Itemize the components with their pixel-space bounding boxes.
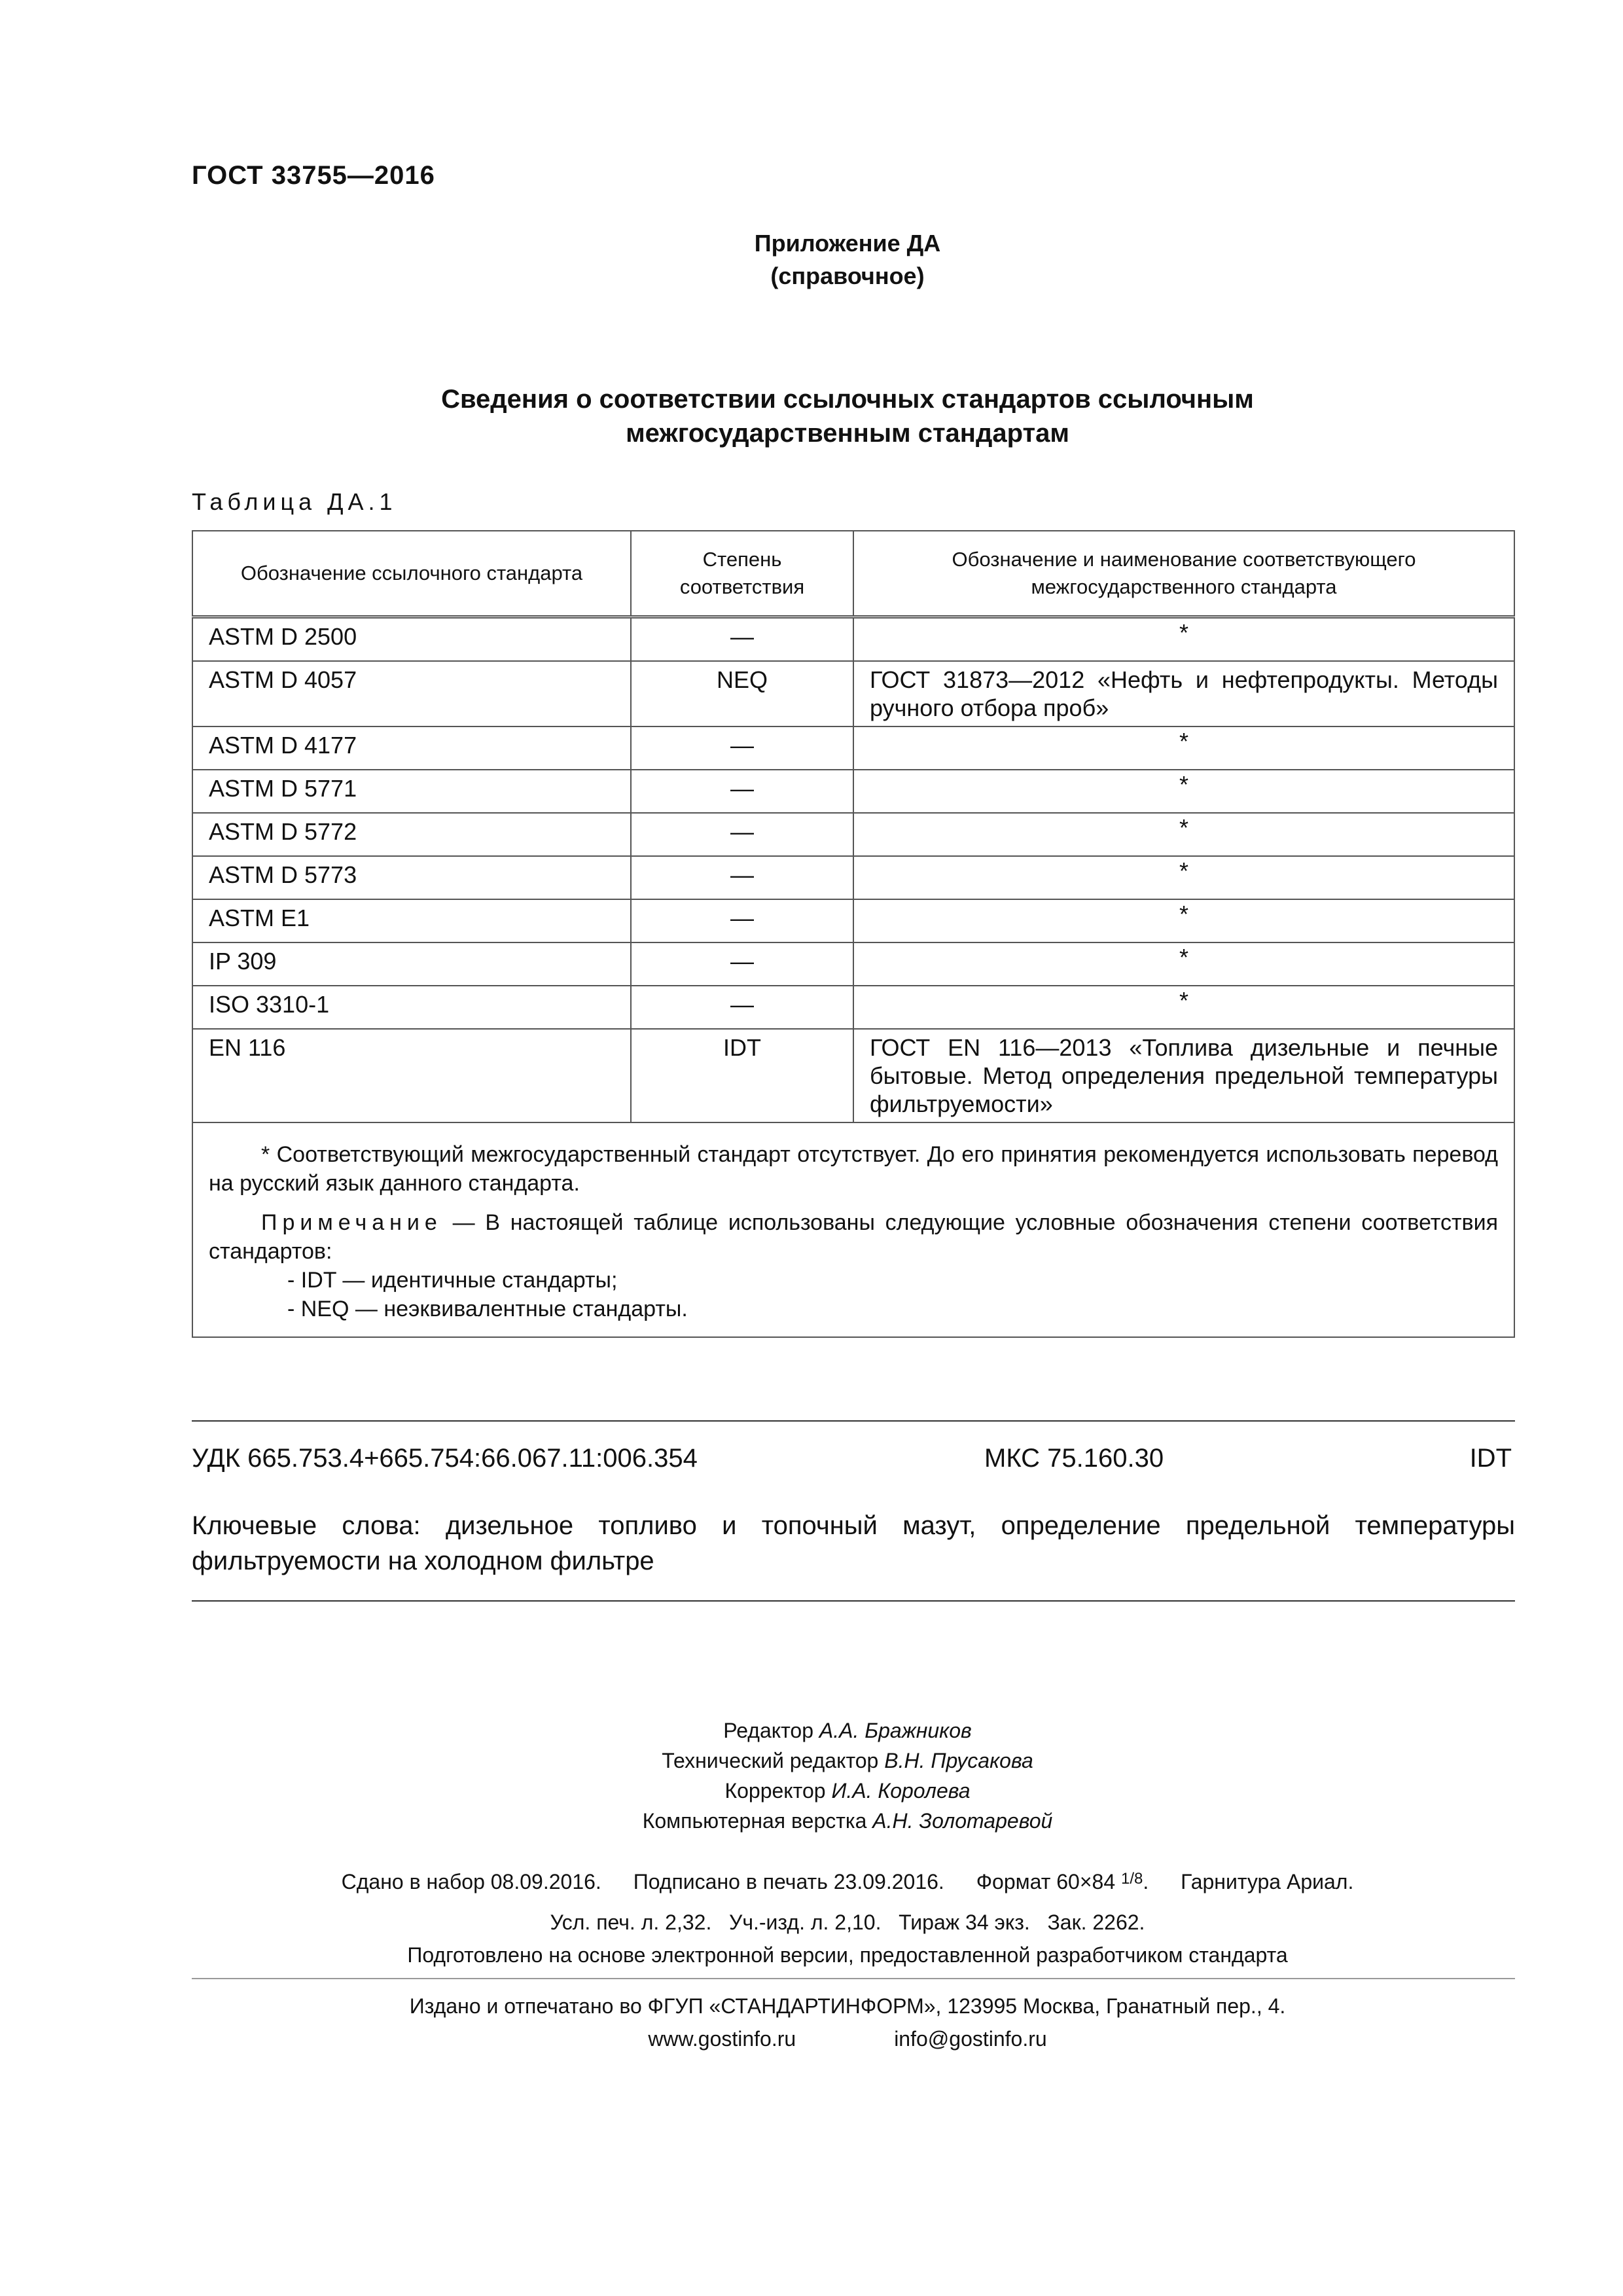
credit-role: Технический редактор — [662, 1749, 879, 1772]
credit-role: Компьютерная верстка — [642, 1809, 867, 1833]
cell-degree: NEQ — [631, 661, 853, 726]
cell-degree: — — [631, 986, 853, 1029]
section-title-line1: Сведения о соответствии ссылочных стандартов ссылочным — [441, 385, 1254, 414]
header-equivalent-line2: межгосударственного стандарта — [1031, 575, 1337, 598]
publisher-website[interactable]: www.gostinfo.ru — [648, 2027, 796, 2051]
table-row — [192, 899, 1514, 942]
note-paragraph — [209, 1208, 1498, 1266]
note-item: - NEQ — неэквивалентные стандарты. — [287, 1297, 688, 1321]
annex-kind: (справочное) — [770, 262, 925, 289]
cell-degree: — — [631, 942, 853, 986]
header-ref-standard: Обозначение ссылочного стандарта — [192, 531, 631, 617]
imprint-publisher: Издано и отпечатано во ФГУП «СТАНДАРТИНФОРМ», 123995 Москва, Гранатный пер., 4. — [409, 1994, 1286, 2018]
credit-editor — [0, 1715, 1623, 1746]
cell-ref: ASTM D 5772 — [192, 813, 631, 856]
cell-ref: ASTM E1 — [192, 899, 631, 942]
cell-ref: ASTM D 2500 — [192, 617, 631, 662]
credit-tech-editor — [0, 1746, 1623, 1776]
standards-table — [192, 530, 1515, 1338]
table-row — [192, 856, 1514, 899]
table-footer-row — [192, 1122, 1514, 1337]
cell-equivalent: * — [853, 899, 1514, 942]
cell-degree: — — [631, 617, 853, 662]
credit-name: В.Н. Прусакова — [884, 1749, 1033, 1772]
imprint-order: Зак. 2262. — [1047, 1910, 1145, 1934]
footnote-asterisk: * Соответствующий межгосударственный стандарт отсутствует. До его принятия рекомендуется использовать перевод на русский язык данного стандарта. — [209, 1142, 1498, 1196]
credit-role: Редактор — [723, 1719, 814, 1742]
imprint-circulation: Тираж 34 экз. — [899, 1910, 1030, 1934]
table-footnotes — [192, 1122, 1514, 1337]
harmonization-degree: IDT — [1469, 1444, 1512, 1473]
cell-ref: ISO 3310-1 — [192, 986, 631, 1029]
cell-degree: IDT — [631, 1029, 853, 1122]
cell-degree: — — [631, 899, 853, 942]
cell-equivalent: * — [853, 986, 1514, 1029]
cell-degree: — — [631, 856, 853, 899]
cell-ref: ASTM D 4177 — [192, 726, 631, 770]
cell-ref: EN 116 — [192, 1029, 631, 1122]
table-row — [192, 617, 1514, 662]
note-item: - IDT — идентичные стандарты; — [287, 1268, 618, 1293]
imprint-signed: Подписано в печать 23.09.2016. — [633, 1870, 944, 1893]
mks-code: МКС 75.160.30 — [984, 1444, 1164, 1473]
document-code: ГОСТ 33755—2016 — [192, 161, 435, 190]
table-caption: Таблица ДА.1 — [192, 488, 397, 515]
imprint-print-sheets: Усл. печ. л. 2,32. — [550, 1910, 712, 1934]
udk-code: УДК 665.753.4+665.754:66.067.11:006.354 — [192, 1444, 698, 1473]
imprint-format: Формат 60×84 — [976, 1870, 1116, 1893]
cell-ref: IP 309 — [192, 942, 631, 986]
cell-equivalent: * — [853, 813, 1514, 856]
table-row — [192, 661, 1514, 726]
cell-equivalent: * — [853, 617, 1514, 662]
cell-equivalent: ГОСТ EN 116—2013 «Топлива дизельные и печные бытовые. Метод определения предельной температуры фильтруемости» — [853, 1029, 1514, 1122]
divider-middle — [192, 1600, 1515, 1602]
cell-degree: — — [631, 813, 853, 856]
imprint-format-fraction: 1/8 — [1121, 1870, 1143, 1888]
header-degree — [631, 531, 853, 617]
credit-layout — [0, 1806, 1623, 1836]
cell-ref: ASTM D 5773 — [192, 856, 631, 899]
imprint-prepared: Подготовлено на основе электронной версии, предоставленной разработчиком стандарта — [407, 1943, 1288, 1967]
header-equivalent-line1: Обозначение и наименование соответствующего — [952, 548, 1416, 571]
imprint-line2 — [0, 1907, 1623, 1937]
cell-equivalent: ГОСТ 31873—2012 «Нефть и нефтепродукты. Методы ручного отбора проб» — [853, 661, 1514, 726]
imprint-typeface: Гарнитура Ариал. — [1181, 1870, 1354, 1893]
cell-equivalent: * — [853, 726, 1514, 770]
table-row — [192, 942, 1514, 986]
credit-name: А.А. Бражников — [819, 1719, 972, 1742]
credit-proofreader — [0, 1776, 1623, 1806]
note-text: — В настоящей таблице использованы следующие условные обозначения степени соответствия стандартов: — [209, 1210, 1498, 1264]
divider-top — [192, 1420, 1515, 1422]
publisher-email[interactable]: info@gostinfo.ru — [894, 2027, 1047, 2051]
cell-degree: — — [631, 726, 853, 770]
imprint-line1: Сдано в набор 08.09.2016. Подписано в печать 23.09.2016. Формат 60×84 1/8. Гарнитура Ариал. — [0, 1864, 1623, 1897]
table-row — [192, 986, 1514, 1029]
annex-title: Приложение ДА — [754, 230, 941, 257]
cell-ref: ASTM D 5771 — [192, 770, 631, 813]
table-row — [192, 813, 1514, 856]
note-label: Примечание — [261, 1210, 442, 1235]
imprint-pub-sheets: Уч.-изд. л. 2,10. — [729, 1910, 882, 1934]
imprint-typeset: Сдано в набор 08.09.2016. — [341, 1870, 601, 1893]
header-equivalent — [853, 531, 1514, 617]
table-header-row — [192, 531, 1514, 617]
keywords: Ключевые слова: дизельное топливо и топочный мазут, определение предельной температуры фильтруемости на холодном фильтре — [192, 1511, 1515, 1575]
table-row — [192, 726, 1514, 770]
table-row — [192, 1029, 1514, 1122]
cell-ref: ASTM D 4057 — [192, 661, 631, 726]
credit-name: А.Н. Золотаревой — [872, 1809, 1053, 1833]
table-row — [192, 770, 1514, 813]
cell-equivalent: * — [853, 942, 1514, 986]
credits — [0, 1715, 1623, 1836]
cell-degree: — — [631, 770, 853, 813]
section-title — [0, 382, 1623, 450]
credit-role: Корректор — [724, 1779, 826, 1803]
section-title-line2: межгосударственным стандартам — [626, 419, 1069, 448]
cell-equivalent: * — [853, 770, 1514, 813]
header-degree-line1: Степень — [702, 548, 782, 571]
imprint-contacts — [0, 2024, 1623, 2054]
cell-equivalent: * — [853, 856, 1514, 899]
credit-name: И.А. Королева — [831, 1779, 971, 1803]
header-degree-line2: соответствия — [679, 575, 805, 598]
divider-bottom — [192, 1978, 1515, 1979]
